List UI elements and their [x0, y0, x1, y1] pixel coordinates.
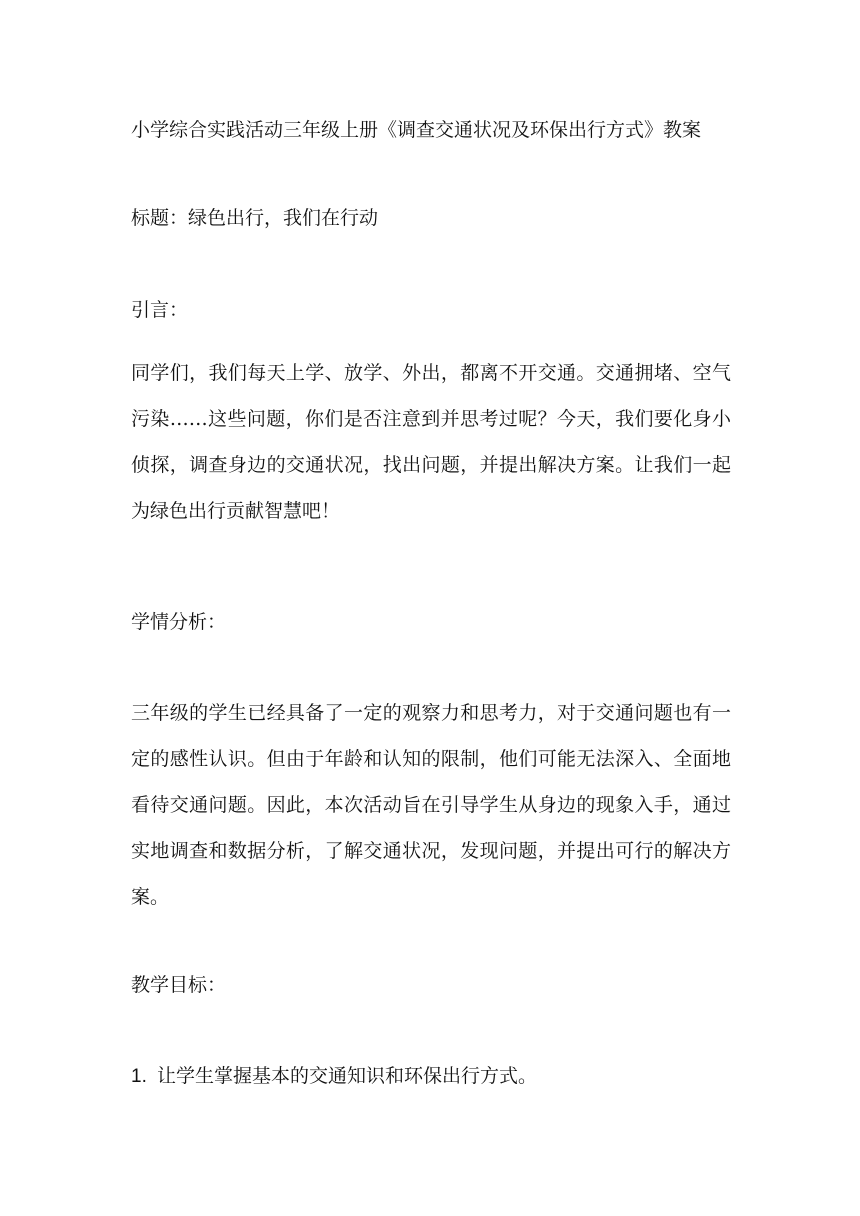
- title-line: 标题：绿色出行，我们在行动: [131, 207, 379, 229]
- goal-item-number: 1.: [131, 1066, 147, 1087]
- goal-item: [131, 1064, 731, 1089]
- analysis-paragraph: 三年级的学生已经具备了一定的观察力和思考力，对于交通问题也有一定的感性认识。但由于年龄和认知的限制，他们可能无法深入、全面地看待交通问题。因此，本次活动旨在引导学生从身边的现象入手，通过实地调查和数据分析，了解交通状况，发现问题，并提出可行的解决方案。: [131, 702, 731, 908]
- goal-item-text: 让学生掌握基本的交通知识和环保出行方式。: [157, 1065, 538, 1087]
- analysis-label: 学情分析：: [131, 611, 227, 633]
- intro-paragraph: 同学们，我们每天上学、放学、外出，都离不开交通。交通拥堵、空气污染……这些问题，你们是否注意到并思考过呢？今天，我们要化身小侦探，调查身边的交通状况，找出问题，并提出解决方案。让我们一起为绿色出行贡献智慧吧！: [131, 362, 731, 522]
- goals-label: 教学目标：: [131, 974, 227, 996]
- intro-label: 引言：: [131, 299, 189, 321]
- document-heading: 小学综合实践活动三年级上册《调查交通状况及环保出行方式》教案: [131, 119, 702, 141]
